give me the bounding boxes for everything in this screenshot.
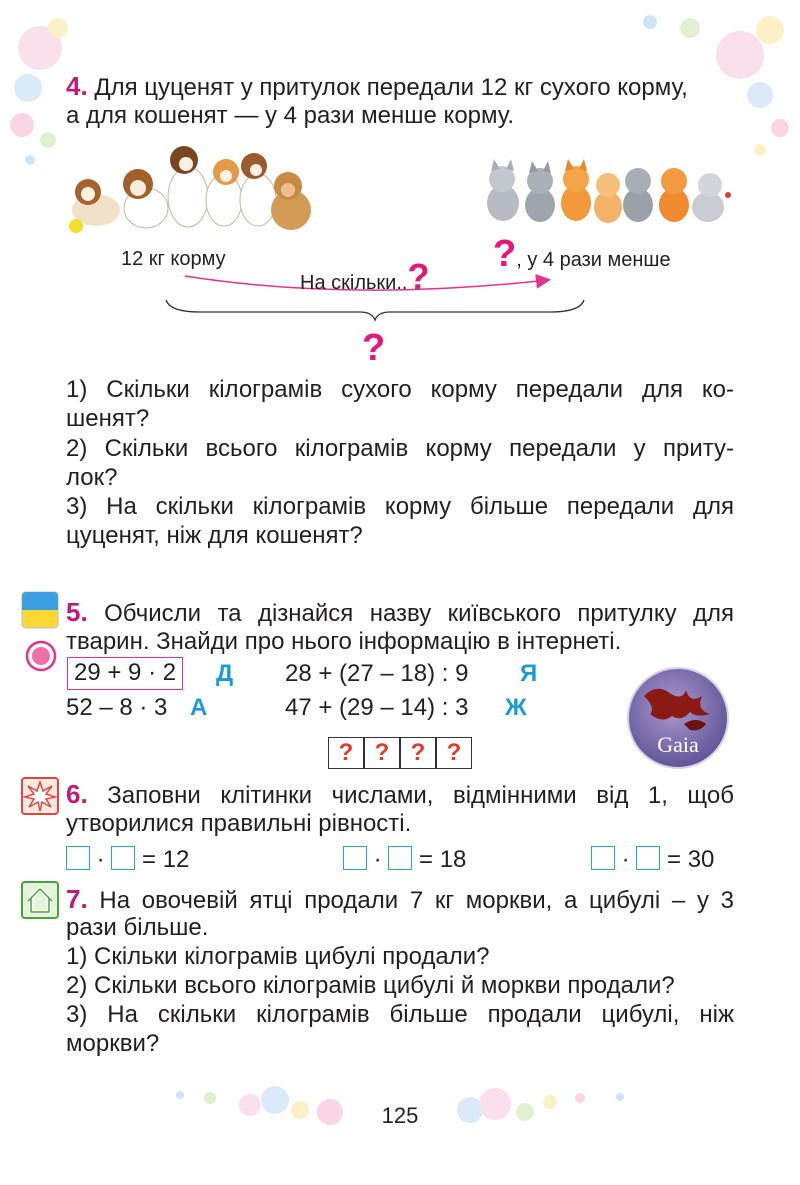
blank-cell[interactable]	[388, 846, 412, 870]
scheme-middle-group	[300, 256, 430, 297]
task4-q2-line2: лок?	[66, 464, 118, 491]
task7-line2: рази більше.	[66, 914, 209, 941]
task4-q3-line1: 3) На скільки кілограмів корму більше передали для	[66, 493, 734, 520]
scheme-right-label: , у 4 рази менше	[516, 249, 671, 271]
home-icon	[20, 880, 60, 920]
equation-result: = 18	[419, 846, 467, 873]
answer-box: ?	[436, 737, 472, 769]
cat-icon	[594, 173, 622, 223]
task5-line1	[66, 597, 734, 629]
page-number: 125	[381, 1103, 419, 1128]
task7-number: 7.	[66, 884, 88, 914]
expression-letter: А	[190, 694, 208, 721]
expression-letter: Я	[520, 660, 538, 687]
puppies-illustration	[66, 142, 326, 237]
question-mark: ?	[493, 233, 517, 275]
task7-q3-line1: 3) На скільки кілограмів більше продали цибулі, ніж	[66, 1001, 734, 1028]
equation	[343, 845, 466, 875]
task5-line2: тварин. Знайди про нього інформацію в інтернеті.	[66, 628, 622, 655]
blank-cell[interactable]	[591, 846, 615, 870]
multiply-dot: ·	[96, 846, 105, 873]
blank-cell[interactable]	[343, 846, 367, 870]
cat-icon	[487, 159, 519, 221]
task6-line1	[66, 779, 734, 811]
dog-icon	[240, 153, 276, 226]
question-mark: ?	[362, 327, 386, 369]
task4-line2: а для кошенят — у 4 рази менше корму.	[66, 102, 515, 129]
task4-q3-line2: цуценят, ніж для кошенят?	[66, 522, 363, 549]
cat-icon	[623, 168, 653, 222]
task4-q2-line1: 2) Скільки всього кілограмів корму передали у приту-	[66, 435, 734, 462]
task7-q1: 1) Скільки кілограмів цибулі продали?	[66, 943, 490, 970]
task4-q1-line2: шенят?	[66, 405, 150, 432]
expression: 47 + (29 – 14) : 3	[285, 694, 469, 721]
total-brace	[160, 296, 590, 326]
task7-q3-line2: моркви?	[66, 1030, 160, 1057]
task6-text-1: Заповни клітинки числами, відмінними від 1, щоб	[107, 782, 734, 809]
gaia-logo	[626, 666, 730, 770]
task4-line1	[66, 71, 734, 103]
expression-letter: Ж	[505, 694, 527, 721]
task7-line1	[66, 884, 734, 916]
blank-cell[interactable]	[66, 846, 90, 870]
task6-line2: утворилися правильні рівності.	[66, 810, 412, 837]
answer-box: ?	[328, 737, 364, 769]
star-burst-icon	[20, 776, 60, 816]
expression: 28 + (27 – 18) : 9	[285, 660, 469, 687]
cat-icon	[561, 159, 591, 221]
equation	[591, 845, 714, 875]
answer-box: ?	[364, 737, 400, 769]
expression-box	[67, 657, 183, 690]
equation	[66, 845, 189, 875]
scheme-left-label: 12 кг корму	[121, 248, 226, 270]
dog-icon	[206, 159, 242, 226]
equation-result: = 30	[667, 846, 715, 873]
expression: 52 – 8 · 3	[66, 694, 168, 721]
dog-icon	[69, 179, 120, 233]
task4-q1-line1: 1) Скільки кілограмів сухого корму передали для ко-	[66, 376, 734, 403]
dog-icon	[271, 172, 311, 230]
ukraine-flag-icon	[20, 590, 60, 630]
blank-cell[interactable]	[111, 846, 135, 870]
multiply-dot: ·	[373, 846, 382, 873]
dog-icon	[168, 146, 208, 227]
multiply-dot: ·	[621, 846, 630, 873]
task7-text-1: На овочевій ятці продали 7 кг моркви, а цибулі – у 3	[99, 887, 734, 914]
cat-icon	[525, 161, 555, 222]
cat-icon	[692, 173, 731, 222]
task5-text-1: Обчисли та дізнайся назву київського притулку для	[104, 600, 734, 627]
scheme-middle-label: На скільки..	[300, 272, 408, 294]
dog-icon	[123, 169, 168, 228]
task5-number: 5.	[66, 597, 88, 627]
kittens-illustration	[478, 155, 736, 227]
equation-result: = 12	[142, 846, 190, 873]
task4-number: 4.	[66, 71, 88, 101]
question-mark: ?	[407, 256, 430, 297]
answer-box: ?	[400, 737, 436, 769]
cat-icon	[659, 168, 689, 222]
target-icon	[25, 640, 57, 672]
task6-number: 6.	[66, 779, 88, 809]
task7-q2: 2) Скільки всього кілограмів цибулі й моркви продали?	[66, 972, 675, 999]
expression: 29 + 9 · 2	[74, 659, 177, 686]
blank-cell[interactable]	[636, 846, 660, 870]
expression-letter: Д	[216, 660, 234, 687]
task4-text-1: Для цуценят у притулок передали 12 кг сухого корму,	[94, 74, 688, 101]
logo-text: Gaia	[657, 732, 699, 757]
